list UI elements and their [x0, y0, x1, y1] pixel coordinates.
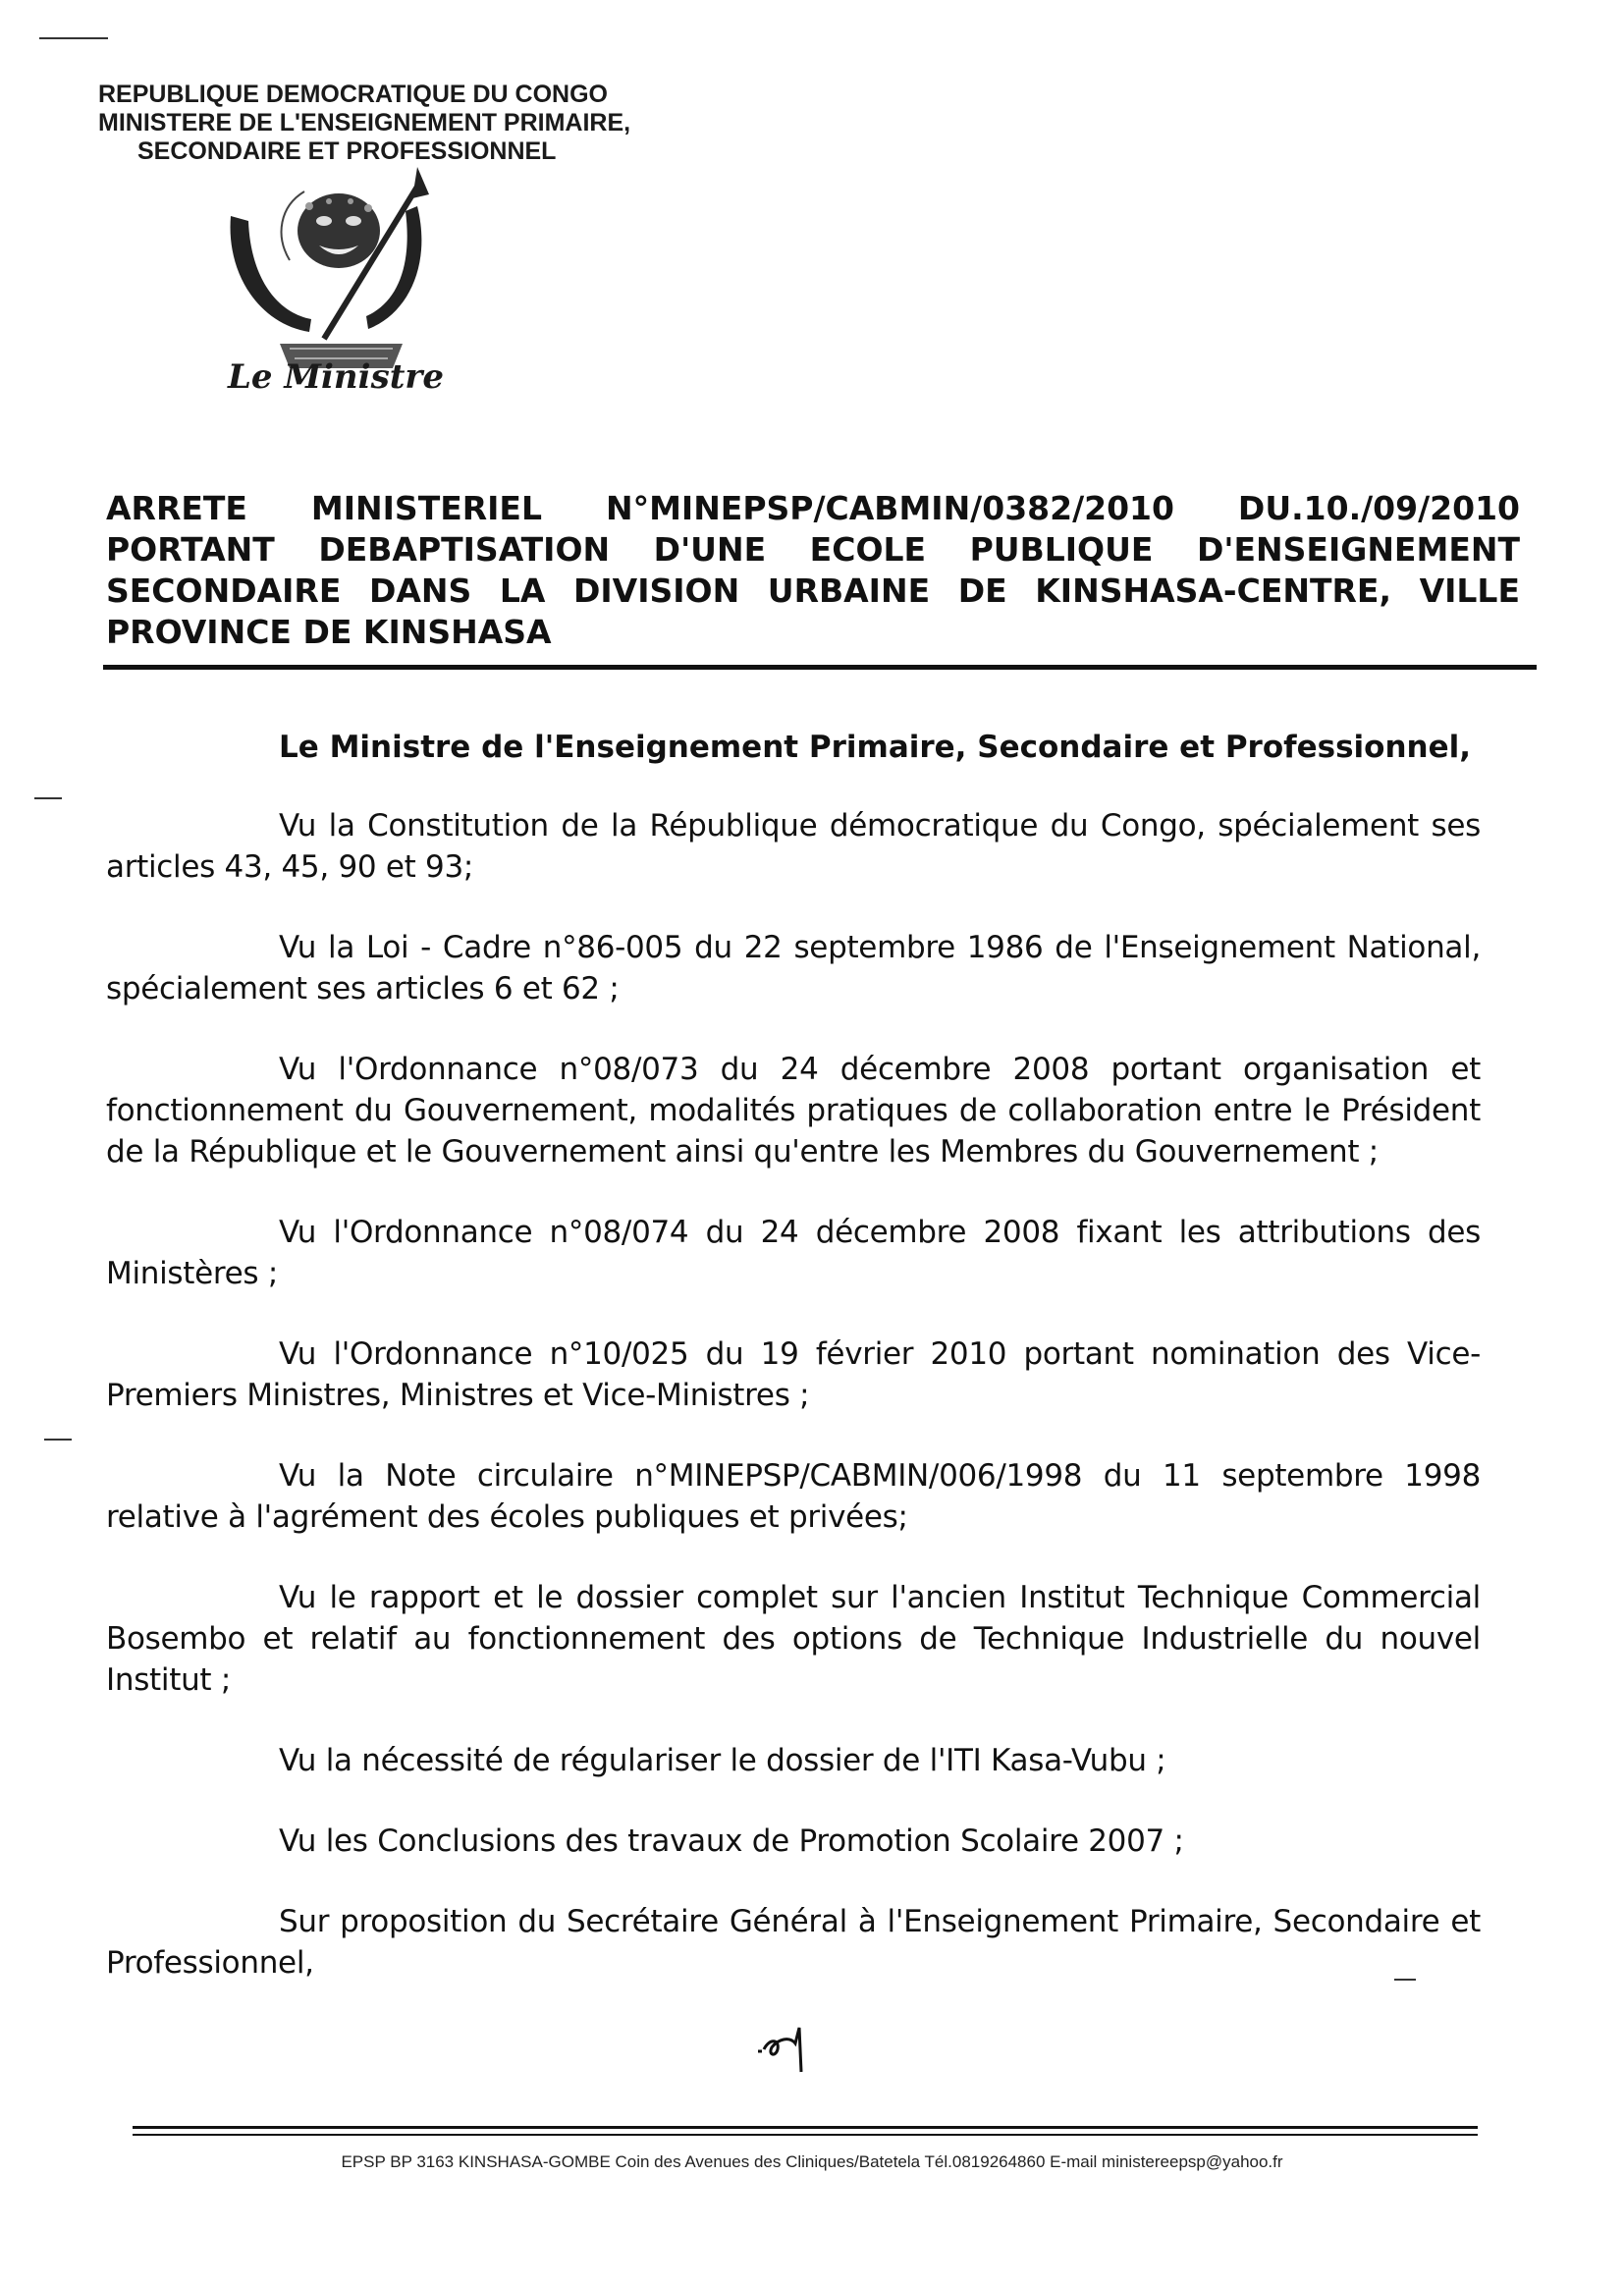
scan-mark	[44, 1439, 72, 1441]
title-line-4: PROVINCE DE KINSHASA	[106, 613, 552, 651]
footer-contact: EPSP BP 3163 KINSHASA-GOMBE Coin des Avenues des Cliniques/Batetela Tél.0819264860 E-mail ministereepsp@yahoo.fr	[341, 2152, 1283, 2171]
signature-line: Le Ministre	[228, 357, 444, 397]
title-line-2: PORTANT DEBAPTISATION D'UNE ECOLE PUBLIQUE D'ENSEIGNEMENT	[106, 530, 1520, 569]
scan-mark	[34, 797, 62, 799]
title-divider	[103, 665, 1537, 670]
letterhead	[98, 81, 707, 166]
considerant-6: Vu la Note circulaire n°MINEPSP/CABMIN/006/1998 du 11 septembre 1998 relative à l'agrément des écoles publiques et privées;	[106, 1458, 1481, 1535]
considerant-3: Vu l'Ordonnance n°08/073 du 24 décembre 2008 portant organisation et fonctionnement du Gouvernement, modalités pratiques de collaboration entre le Président de la République et le Gouvernement ainsi qu'entre les Membres du Gouvernement ;	[106, 1052, 1481, 1170]
scan-mark	[1394, 1979, 1416, 1981]
considerant-2: Vu la Loi - Cadre n°86-005 du 22 septembre 1986 de l'Enseignement National, spécialement ses articles 6 et 62 ;	[106, 930, 1481, 1006]
decree-title	[106, 488, 1520, 653]
handwritten-initials-icon	[756, 2018, 825, 2077]
coat-of-arms-icon	[221, 167, 466, 373]
considerant-7: Vu le rapport et le dossier complet sur l'ancien Institut Technique Commercial Bosembo et relatif au fonctionnement des options de Technique Industrielle du nouvel Institut ;	[106, 1580, 1481, 1698]
considerant-4: Vu l'Ordonnance n°08/074 du 24 décembre 2008 fixant les attributions des Ministères ;	[106, 1215, 1481, 1291]
considerant-10: Sur proposition du Secrétaire Général à l'Enseignement Primaire, Secondaire et Professionnel,	[106, 1904, 1481, 1981]
footer-divider-top	[133, 2126, 1478, 2129]
considerant-8: Vu la nécessité de régulariser le dossier de l'ITI Kasa-Vubu ;	[279, 1743, 1166, 1778]
scan-mark	[39, 37, 108, 39]
title-line-1: ARRETE MINISTERIEL N°MINEPSP/CABMIN/0382/2010 DU.10./09/2010	[106, 489, 1520, 527]
letterhead-ministry-cont: SECONDAIRE ET PROFESSIONNEL	[137, 137, 557, 165]
considerant-1: Vu la Constitution de la République démocratique du Congo, spécialement ses articles 43, 45, 90 et 93;	[106, 808, 1481, 885]
footer-divider-bottom	[133, 2134, 1478, 2136]
title-line-3: SECONDAIRE DANS LA DIVISION URBAINE DE KINSHASA-CENTRE, VILLE	[106, 571, 1520, 610]
considerant-5: Vu l'Ordonnance n°10/025 du 19 février 2010 portant nomination des Vice-Premiers Ministres, Ministres et Vice-Ministres ;	[106, 1336, 1481, 1413]
body-lead: Le Ministre de l'Enseignement Primaire, Secondaire et Professionnel,	[279, 730, 1472, 765]
decree-body	[106, 727, 1481, 2023]
letterhead-country: REPUBLIQUE DEMOCRATIQUE DU CONGO	[98, 81, 608, 108]
letterhead-ministry: MINISTERE DE L'ENSEIGNEMENT PRIMAIRE,	[98, 109, 631, 136]
considerant-9: Vu les Conclusions des travaux de Promotion Scolaire 2007 ;	[279, 1823, 1184, 1859]
